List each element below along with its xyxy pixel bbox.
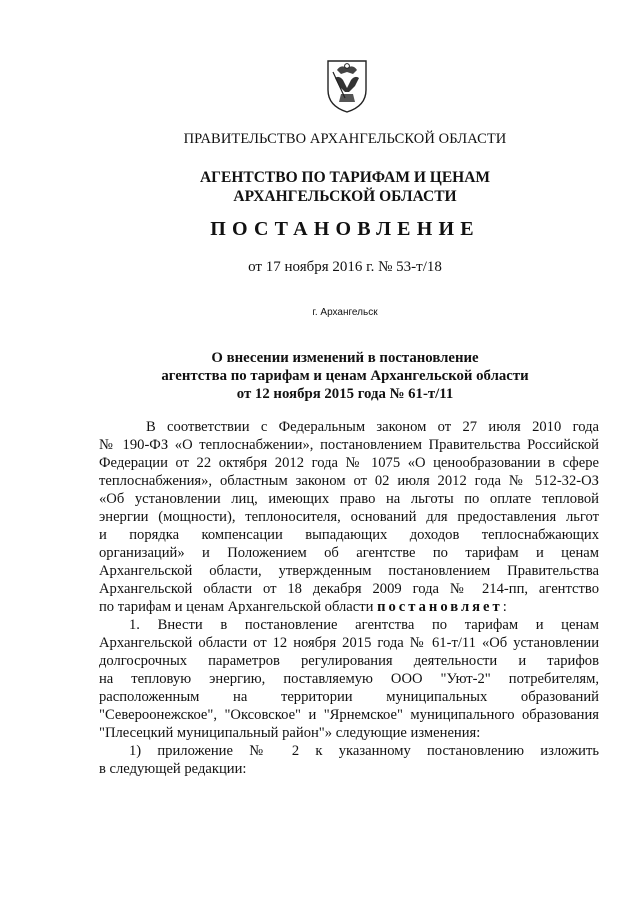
agency-title-line2: АРХАНГЕЛЬСКОЙ ОБЛАСТИ	[233, 188, 457, 205]
document-type: ПОСТАНОВЛЕНИЕ	[210, 218, 480, 240]
decree-keyword: постановляет	[377, 599, 503, 615]
text-line: и порядка компенсации выпадающих доходов теплоснабжающих	[99, 527, 599, 543]
subclause-1-paragraph	[99, 742, 599, 778]
subject-line3: от 12 ноября 2015 года № 61-т/11	[236, 386, 454, 402]
text-line: Архангельской области от 18 декабря 2009 года № 214-пп, агентство	[99, 581, 599, 597]
text-line: Архангельской области от 12 ноября 2015 года № 61-т/11 «Об установлении	[99, 635, 599, 651]
decree-subject	[0, 349, 640, 403]
text-line: теплоснабжения», областным законом от 02 июля 2012 года № 512-32-ОЗ	[99, 473, 599, 489]
text-fragment: :	[502, 599, 507, 615]
text-line: 1) приложение № 2 к указанному постановлению изложить	[129, 743, 599, 759]
text-line: расположенным на территории муниципальных образований	[99, 689, 599, 705]
agency-title-line1: АГЕНТСТВО ПО ТАРИФАМ И ЦЕНАМ	[199, 169, 491, 186]
coat-of-arms-icon	[325, 58, 369, 114]
preamble-paragraph	[99, 418, 599, 616]
agency-title	[0, 168, 640, 206]
clause-1-paragraph	[99, 616, 599, 742]
document-body	[99, 418, 599, 778]
text-line: В соответствии с Федеральным законом от 27 июля 2010 года	[146, 419, 599, 435]
city-label: г. Архангельск	[312, 307, 378, 318]
text-line: № 190-ФЗ «О теплоснабжении», постановлением Правительства Российской	[99, 437, 599, 453]
subject-line2: агентства по тарифам и ценам Архангельской области	[161, 368, 529, 384]
text-line: Архангельской области, утвержденным постановлением Правительства	[99, 563, 599, 579]
decree-date-number: от 17 ноября 2016 г. № 53-т/18	[248, 259, 442, 275]
text-line: «Об установлении лиц, имеющих право на льготы по оплате тепловой	[99, 491, 599, 507]
text-line: энергии (мощности), теплоносителя, оснований для предоставления льгот	[99, 509, 599, 525]
text-line: "Североонежское", "Оксовское" и "Ярнемское" муниципального образования	[99, 707, 599, 723]
text-line: 1. Внести в постановление агентства по тарифам и ценам	[129, 617, 599, 633]
text-line: "Плесецкий муниципальный район"» следующие изменения:	[99, 725, 481, 741]
text-line	[99, 598, 599, 616]
text-line: организаций» и Положением об агентстве по тарифам и ценам	[99, 545, 599, 561]
text-line: долгосрочных параметров регулирования деятельности и тарифов	[99, 653, 599, 669]
government-title: ПРАВИТЕЛЬСТВО АРХАНГЕЛЬСКОЙ ОБЛАСТИ	[183, 131, 507, 147]
text-line: Федерации от 22 октября 2012 года № 1075 «О ценообразовании в сфере	[99, 455, 599, 471]
text-line: на тепловую энергию, поставляемую ООО "Уют-2" потребителям,	[99, 671, 599, 687]
subject-line1: О внесении изменений в постановление	[211, 350, 479, 366]
text-line: в следующей редакции:	[99, 761, 247, 777]
text-fragment: по тарифам и ценам Архангельской области	[99, 599, 374, 615]
